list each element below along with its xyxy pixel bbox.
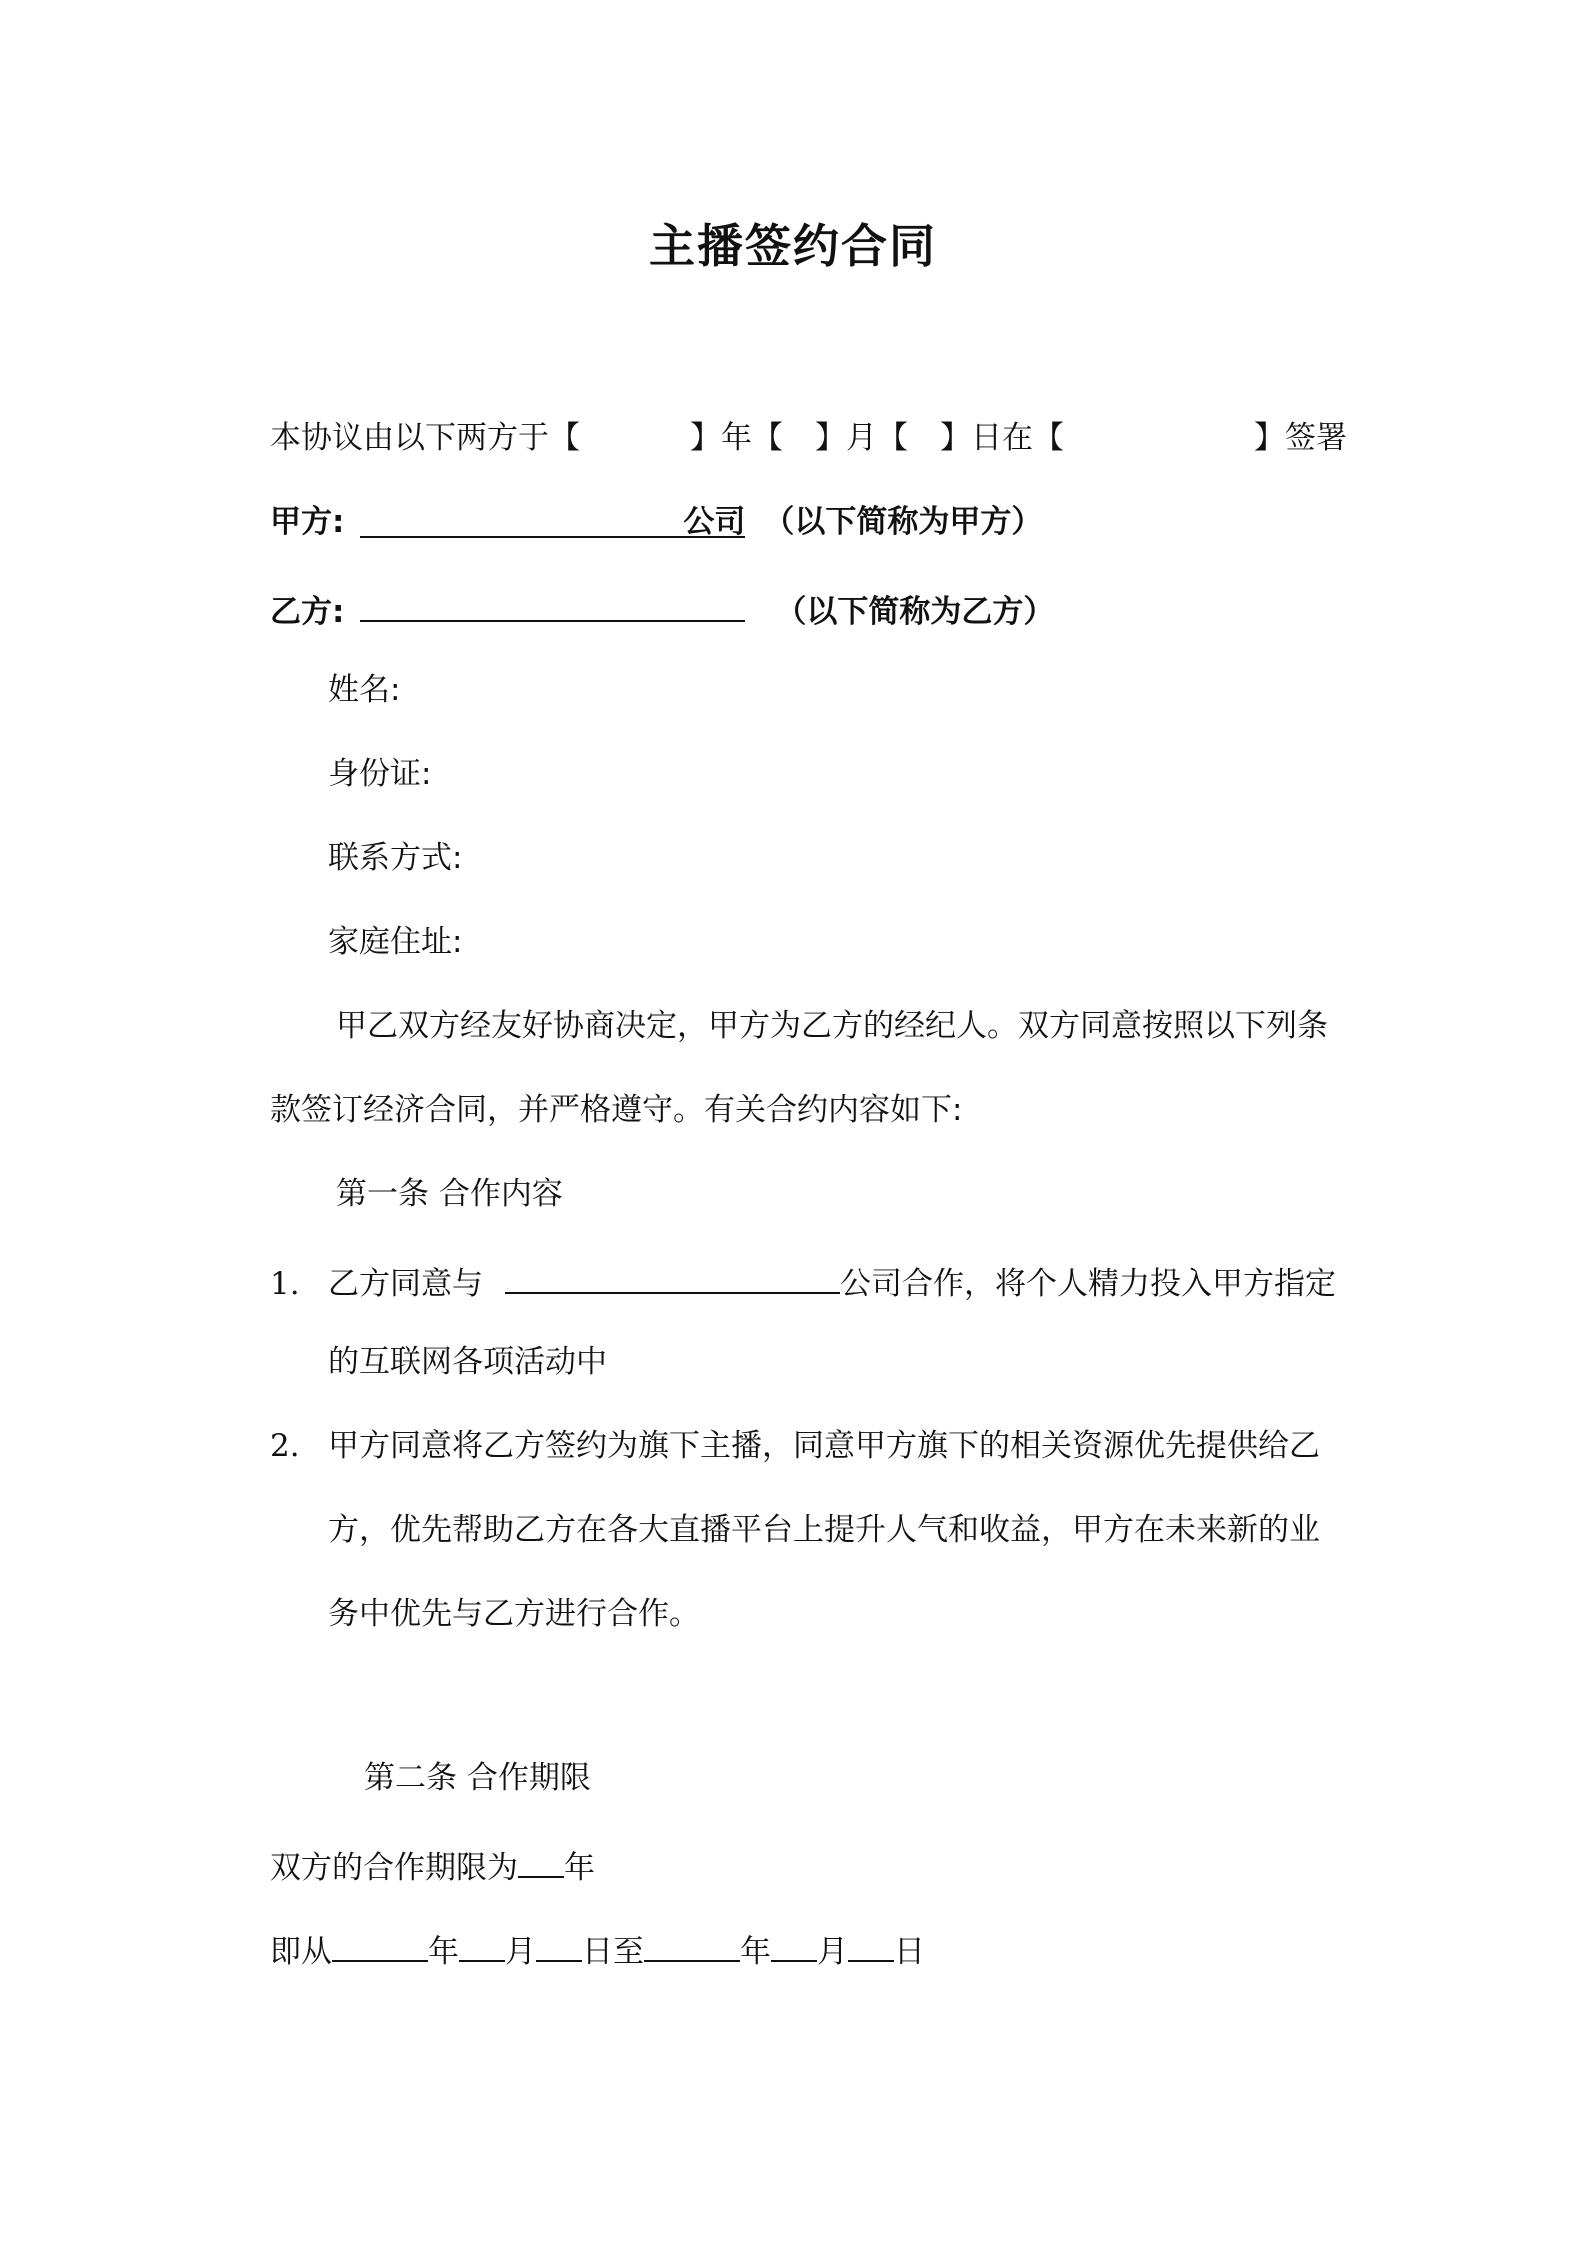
start-month-blank	[459, 1926, 505, 1962]
partner-company-blank	[505, 1258, 840, 1294]
end-year-blank	[644, 1926, 740, 1962]
party-a-company-field	[360, 502, 745, 538]
article-1-heading: 第一条 合作内容	[336, 1176, 563, 1212]
field-name: 姓名:	[328, 672, 401, 708]
term-line	[270, 1842, 595, 1888]
term-suffix: 年	[564, 1850, 595, 1886]
intro-year: 】年【	[690, 420, 783, 456]
article-1-item-2	[270, 1426, 1320, 1466]
period-day-to: 日至	[582, 1934, 644, 1970]
party-b-name-field	[360, 586, 745, 622]
party-a-line	[270, 502, 1042, 542]
intro-prefix: 本协议由以下两方于【	[270, 420, 580, 456]
article-1-item-1-cont: 的互联网各项活动中	[328, 1344, 607, 1380]
party-b-label: 乙方:	[270, 594, 345, 630]
end-day-blank	[848, 1926, 894, 1962]
article-2-heading: 第二条 合作期限	[364, 1760, 591, 1796]
field-id-card: 身份证:	[328, 756, 432, 792]
article-1-item-2-line-2: 方，优先帮助乙方在各大直播平台上提升人气和收益，甲方在未来新的业	[328, 1512, 1320, 1548]
field-contact: 联系方式:	[328, 840, 463, 876]
party-a-alias: （以下简称为甲方）	[763, 504, 1043, 540]
party-a-company-suffix: 公司	[683, 504, 746, 540]
term-prefix: 双方的合作期限为	[270, 1850, 518, 1886]
item-1-text-after: 公司合作，将个人精力投入甲方指定	[840, 1266, 1336, 1302]
period-line	[270, 1926, 925, 1972]
period-month-2: 月	[817, 1934, 848, 1970]
article-1-item-1	[270, 1258, 1336, 1304]
end-month-blank	[771, 1926, 817, 1962]
item-1-number: 1.	[270, 1266, 300, 1302]
period-year-2: 年	[740, 1934, 771, 1970]
document-title: 主播签约合同	[649, 219, 937, 273]
period-year: 年	[428, 1934, 459, 1970]
intro-sign: 】签署	[1254, 420, 1347, 456]
item-1-text-before: 乙方同意与	[328, 1266, 483, 1302]
term-years-blank	[518, 1842, 564, 1878]
intro-day: 】日在【	[940, 420, 1064, 456]
preamble-line-1: 甲乙双方经友好协商决定，甲方为乙方的经纪人。双方同意按照以下列条	[336, 1008, 1328, 1044]
intro-month: 】月【	[815, 420, 908, 456]
period-day-2: 日	[894, 1934, 925, 1970]
party-b-alias: （以下简称为乙方）	[775, 594, 1055, 630]
start-day-blank	[536, 1926, 582, 1962]
period-month: 月	[505, 1934, 536, 1970]
period-start: 即从	[270, 1934, 332, 1970]
article-1-item-2-line-3: 务中优先与乙方进行合作。	[328, 1596, 700, 1632]
party-a-label: 甲方:	[270, 504, 345, 540]
party-b-line	[270, 586, 1054, 632]
agreement-intro-line	[270, 418, 1347, 458]
preamble-line-2: 款签订经济合同，并严格遵守。有关合约内容如下:	[270, 1092, 963, 1128]
item-2-number: 2.	[270, 1428, 300, 1464]
field-address: 家庭住址:	[328, 924, 463, 960]
item-2-line-1: 甲方同意将乙方签约为旗下主播，同意甲方旗下的相关资源优先提供给乙	[328, 1428, 1320, 1464]
start-year-blank	[332, 1926, 428, 1962]
